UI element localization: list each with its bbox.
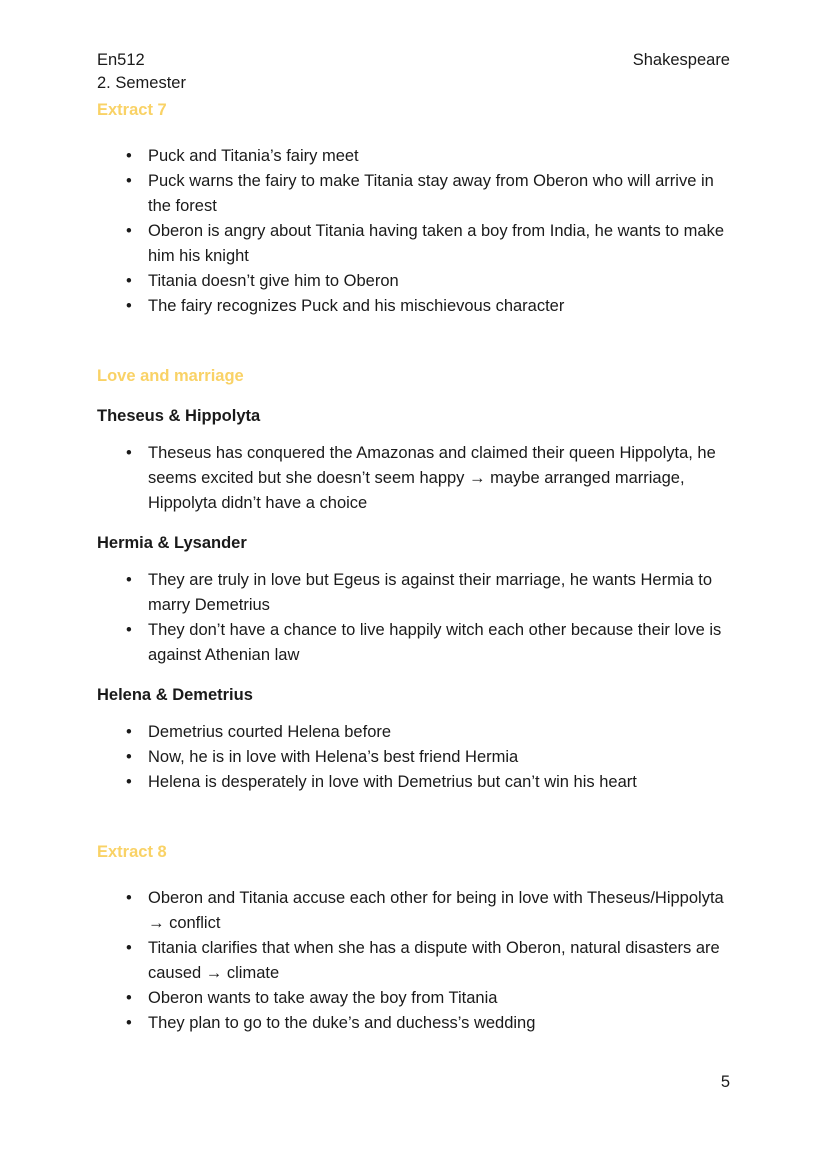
list-item: • Puck warns the fairy to make Titania stay away from Oberon who will arrive in the forest (148, 169, 730, 219)
header-row (97, 49, 730, 72)
list-item: • They don’t have a chance to live happily witch each other because their love is against Athenian law (148, 618, 730, 668)
list-item: • Oberon wants to take away the boy from Titania (148, 986, 730, 1011)
hermia-lysander-list (97, 568, 730, 668)
list-item: • Theseus has conquered the Amazonas and claimed their queen Hippolyta, he seems excited but she doesn’t seem happy → maybe arranged marriage, Hippolyta didn’t have a choice (148, 441, 730, 516)
theseus-hippolyta-list (97, 441, 730, 516)
list-item: • Oberon is angry about Titania having taken a boy from India, he wants to make him his knight (148, 219, 730, 269)
list-item: • They plan to go to the duke’s and duchess’s wedding (148, 1011, 730, 1036)
extract-7-list (97, 144, 730, 319)
list-item: • Helena is desperately in love with Demetrius but can’t win his heart (148, 770, 730, 795)
semester-label: 2. Semester (97, 74, 186, 92)
page-header (97, 49, 730, 95)
helena-demetrius-list (97, 720, 730, 795)
list-item: • Titania doesn’t give him to Oberon (148, 269, 730, 294)
course-code: En512 (97, 51, 145, 69)
extract-7-heading: Extract 7 (97, 101, 167, 119)
list-item: • Puck and Titania’s fairy meet (148, 144, 730, 169)
extract-8-heading: Extract 8 (97, 843, 167, 861)
extract-8-list (97, 886, 730, 1036)
love-and-marriage-heading: Love and marriage (97, 367, 244, 385)
list-item: • The fairy recognizes Puck and his mischievous character (148, 294, 730, 319)
page-number: 5 (720, 1073, 730, 1091)
list-item: • Demetrius courted Helena before (148, 720, 730, 745)
list-item: • Titania clarifies that when she has a dispute with Oberon, natural disasters are caused → climate (148, 936, 730, 986)
list-item: • They are truly in love but Egeus is against their marriage, he wants Hermia to marry Demetrius (148, 568, 730, 618)
list-item: • Oberon and Titania accuse each other for being in love with Theseus/Hippolyta → conflict (148, 886, 730, 936)
helena-demetrius-heading: Helena & Demetrius (97, 686, 253, 704)
hermia-lysander-heading: Hermia & Lysander (97, 534, 247, 552)
theseus-hippolyta-heading: Theseus & Hippolyta (97, 407, 261, 425)
course-title: Shakespeare (632, 51, 730, 69)
list-item: • Now, he is in love with Helena’s best friend Hermia (148, 745, 730, 770)
